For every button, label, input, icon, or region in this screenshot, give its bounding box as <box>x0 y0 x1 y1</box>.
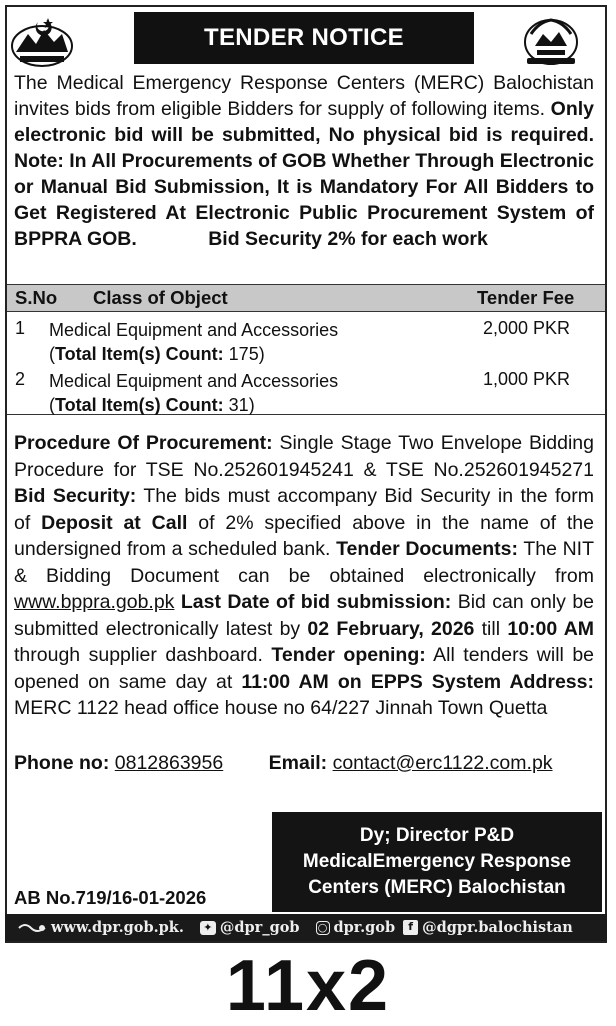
last-date-text-2: through supplier dashboard. <box>14 644 263 666</box>
intro-paragraph <box>14 70 594 252</box>
row-item: Medical Equipment and Accessories <box>49 320 339 340</box>
address: MERC 1122 head office house no 64/227 Jinnah Town Quetta <box>14 697 548 719</box>
items-table <box>7 284 605 415</box>
signature-line-2: MedicalEmergency Response <box>302 851 572 872</box>
row-description <box>49 318 338 366</box>
row-description <box>49 369 338 417</box>
tender-documents-text: The NIT & Bidding Document can be obtained electronically from <box>14 538 594 587</box>
row-sno: 2 <box>15 369 26 389</box>
bppra-link[interactable]: www.bppra.gob.pk <box>14 591 175 613</box>
header-fee: Tender Fee <box>477 287 575 308</box>
footer-facebook-text: @dgpr.balochistan <box>422 919 573 936</box>
footer-facebook[interactable] <box>403 919 573 936</box>
email-link[interactable]: contact@erc1122.com.pk <box>332 752 553 774</box>
last-date-text: Bid can only be submitted electronically latest by <box>14 591 595 640</box>
deposit-at-call: Deposit at Call <box>41 511 188 534</box>
footer-twitter[interactable] <box>200 919 300 936</box>
header-class: Class of Object <box>93 287 228 308</box>
phone-number[interactable]: 0812863956 <box>114 752 224 774</box>
bid-security-label: Bid Security: <box>14 485 137 507</box>
row-count-label: Total Item(s) Count: <box>55 395 224 415</box>
table-row <box>7 312 605 363</box>
row-count-label: Total Item(s) Count: <box>55 344 224 364</box>
footer-web-text: www.dpr.gob.pk. <box>51 919 184 936</box>
row-count: (Total Item(s) Count: 31) <box>49 395 255 415</box>
row-sno: 1 <box>15 318 26 338</box>
last-date-till: till <box>481 617 501 640</box>
last-date-value: 02 February, 2026 <box>307 617 475 640</box>
bid-security-note: Bid Security 2% for each work <box>208 228 488 250</box>
table-header <box>7 284 605 312</box>
phone-label: Phone no: <box>14 752 110 774</box>
signature-line-1: Dy; Director P&D <box>359 825 515 846</box>
email-label: Email: <box>268 752 328 774</box>
row-fee: 1,000 PKR <box>483 369 571 389</box>
ab-number: AB No.719/16-01-2026 <box>14 887 207 908</box>
procedure-label: Procedure Of Procurement: <box>14 432 273 454</box>
ad-size-label: 11x2 <box>225 946 391 1026</box>
row-fee: 2,000 PKR <box>483 318 571 338</box>
signature-block <box>272 812 602 912</box>
intro-text: The Medical Emergency Response Centers (MERC) Balochistan invites bids from eligible Bidders for supply of following items. <box>14 72 594 120</box>
footer-web[interactable] <box>17 919 184 936</box>
contact-line <box>14 752 553 775</box>
footer-bar <box>5 914 607 941</box>
signature-line-3: Centers (MERC) Balochistan <box>308 877 566 898</box>
last-date-label: Last Date of bid submission: <box>180 591 452 613</box>
bid-security-text: The bids must accompany Bid Security in the form of <box>14 485 594 534</box>
bid-security-text-2: of 2% specified above in the name of the undersigned from a scheduled bank. <box>14 511 594 560</box>
procedure-text: Single Stage Two Envelope Bidding Procedure for TSE No.252601945241 & TSE No.252601945271 <box>14 432 594 481</box>
row-count-value: 31 <box>228 395 249 415</box>
intro-bold-note: Only electronic bid will be submitted, No physical bid is required. Note: In All Procurements of GOB Whether Through Electronic or Manual Bid Submission, It is Mandatory For All Bidders to Get Registered At Electronic Public Procurement System of BPPRA GOB. <box>14 98 594 250</box>
footer-twitter-text: @dpr_gob <box>219 919 300 936</box>
twitter-icon: ✦ <box>200 921 216 935</box>
tender-opening-text: All tenders will be opened on same day at <box>14 644 595 693</box>
row-item: Medical Equipment and Accessories <box>49 371 339 391</box>
tender-opening-time: 11:00 AM on EPPS System Address: <box>241 670 594 693</box>
row-count: (Total Item(s) Count: 175) <box>49 344 265 364</box>
table-row <box>7 363 605 415</box>
procedure-paragraph <box>14 430 594 722</box>
globe-icon <box>17 921 47 935</box>
row-count-value: 175 <box>228 344 259 364</box>
facebook-icon: f <box>403 920 418 935</box>
dgpr-logo <box>519 12 583 68</box>
last-time-value: 10:00 AM <box>507 617 595 640</box>
instagram-icon: ○ <box>316 921 330 935</box>
tender-documents-label: Tender Documents: <box>336 538 518 560</box>
footer-instagram-text: dpr.gob <box>333 919 396 936</box>
notice-title: TENDER NOTICE <box>134 12 474 64</box>
tender-opening-label: Tender opening: <box>271 644 426 666</box>
footer-instagram[interactable] <box>316 919 396 936</box>
header-sno: S.No <box>15 287 58 308</box>
government-logo <box>10 12 74 68</box>
